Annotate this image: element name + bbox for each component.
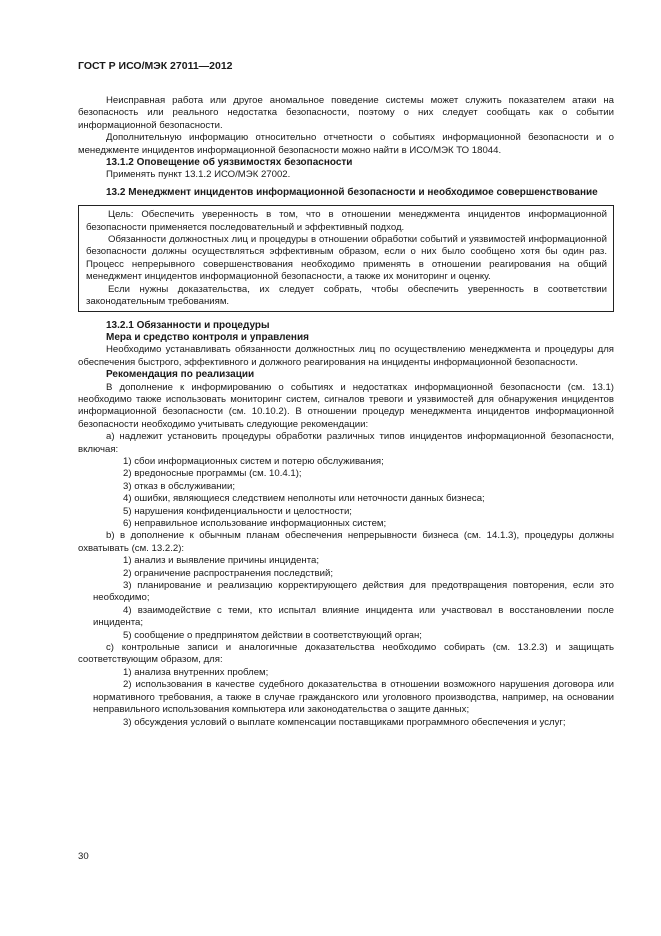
document-page — [78, 60, 614, 729]
list-item: 1) анализа внутренних проблем; — [123, 666, 269, 678]
objective-box — [78, 205, 614, 311]
paragraph: В дополнение к информированию о событиях и недостатках информационной безопасности (см. 13.1) необходимо также использовать мониторинг систем, сигналов тревоги и уязвимостей для обнаружения инцидентов информационной безопасности (см. 10.10.2). В отношении процедур менеджмента инцидентов информационной безопасности необходимо учитывать следующие рекомендации: — [78, 381, 614, 430]
list-item: 5) сообщение о предпринятом действии в соответствующий орган; — [123, 629, 422, 641]
list-item: 3) обсуждения условий о выплате компенсации поставщиками программного обеспечения и услуг; — [123, 716, 566, 728]
list-item: 1) анализ и выявление причины инцидента; — [123, 555, 320, 567]
list-item: 2) ограничение распространения последствий; — [123, 567, 334, 579]
list-item: 5) нарушения конфиденциальности и целостности; — [123, 505, 352, 517]
paragraph: Дополнительную информацию относительно отчетности о событиях информационной безопасности и о менеджменте инцидентов информационной безопасности можно найти в ИСО/МЭК ТО 18044. — [78, 132, 614, 156]
list-item-b: b) в дополнение к обычным планам обеспечения непрерывности бизнеса (см. 14.1.3), процедуры должны охватывать (см. 13.2.2): — [78, 530, 614, 554]
paragraph: Применять пункт 13.1.2 ИСО/МЭК 27002. — [106, 169, 291, 181]
objective-text: Обязанности должностных лиц и процедуры в отношении обработки событий и уязвимостей информационной безопасности должны осуществляться эффективным образом, если о них было сообщено хотя бы один раз. Процесс непрерывного совершенствования необходимо применять в отношении реагирования на общий менеджмент инцидентов информационной безопасности, а также их мониторинг и оценку. — [86, 234, 607, 283]
paragraph: Необходимо устанавливать обязанности должностных лиц по осуществлению менеджмента и процедуры для обеспечения быстрого, эффективного и должного реагирования на инциденты информационной безопасности. — [78, 344, 614, 368]
objective-text: Если нужны доказательства, их следует собрать, чтобы обеспечить уверенность в соответствии законодательным требованиям. — [86, 283, 607, 308]
list-item: 3) планирование и реализацию корректирующего действия для предотвращения повторения, если это необходимо; — [93, 580, 614, 604]
list-item-a: a) надлежит установить процедуры обработки различных типов инцидентов информационной безопасности, включая: — [78, 431, 614, 455]
objective-text: Цель: Обеспечить уверенность в том, что в отношении менеджмента инцидентов информационной безопасности применяется последовательный и эффективный подход. — [86, 209, 607, 233]
list-item: 4) ошибки, являющиеся следствием неполноты или неточности данных бизнеса; — [123, 493, 485, 505]
list-item: 2) вредоносные программы (см. 10.4.1); — [123, 468, 302, 480]
list-item: 6) неправильное использование информационных систем; — [123, 518, 387, 529]
paragraph: Неисправная работа или другое аномальное поведение системы может служить показателем атаки на безопасность или реального недостатка безопасности, поэтому о них следует сообщать как о событии информационной безопасности. — [78, 95, 614, 131]
subheading-guidance: Рекомендация по реализации — [106, 369, 255, 381]
list-item: 4) взаимодействие с теми, кто испытал влияние инцидента или участвовал в восстановлении после инцидента; — [93, 604, 614, 629]
page-number: 30 — [78, 851, 89, 862]
section-heading-13-1-2: 13.1.2 Оповещение об уязвимостях безопасности — [106, 157, 353, 169]
list-item: 3) отказ в обслуживании; — [123, 480, 235, 492]
section-heading-13-2: 13.2 Менеджмент инцидентов информационной безопасности и необходимое совершенствование — [106, 186, 598, 198]
list-item: 2) использования в качестве судебного доказательства в отношении возможного нарушения договора или нормативного требования, а также в случае гражданского или уголовного производства, например, на основании неправильного использования компьютера или законодательства о защите данных; — [93, 679, 614, 716]
list-item-c: c) контрольные записи и аналогичные доказательства необходимо собирать (см. 13.2.3) и защищать соответствующим образом, для: — [78, 642, 614, 666]
subheading-control: Мера и средство контроля и управления — [106, 331, 309, 343]
list-item: 1) сбои информационных систем и потерю обслуживания; — [123, 455, 384, 467]
document-header: ГОСТ Р ИСО/МЭК 27011—2012 — [78, 60, 233, 72]
section-heading-13-2-1: 13.2.1 Обязанности и процедуры — [106, 319, 270, 331]
